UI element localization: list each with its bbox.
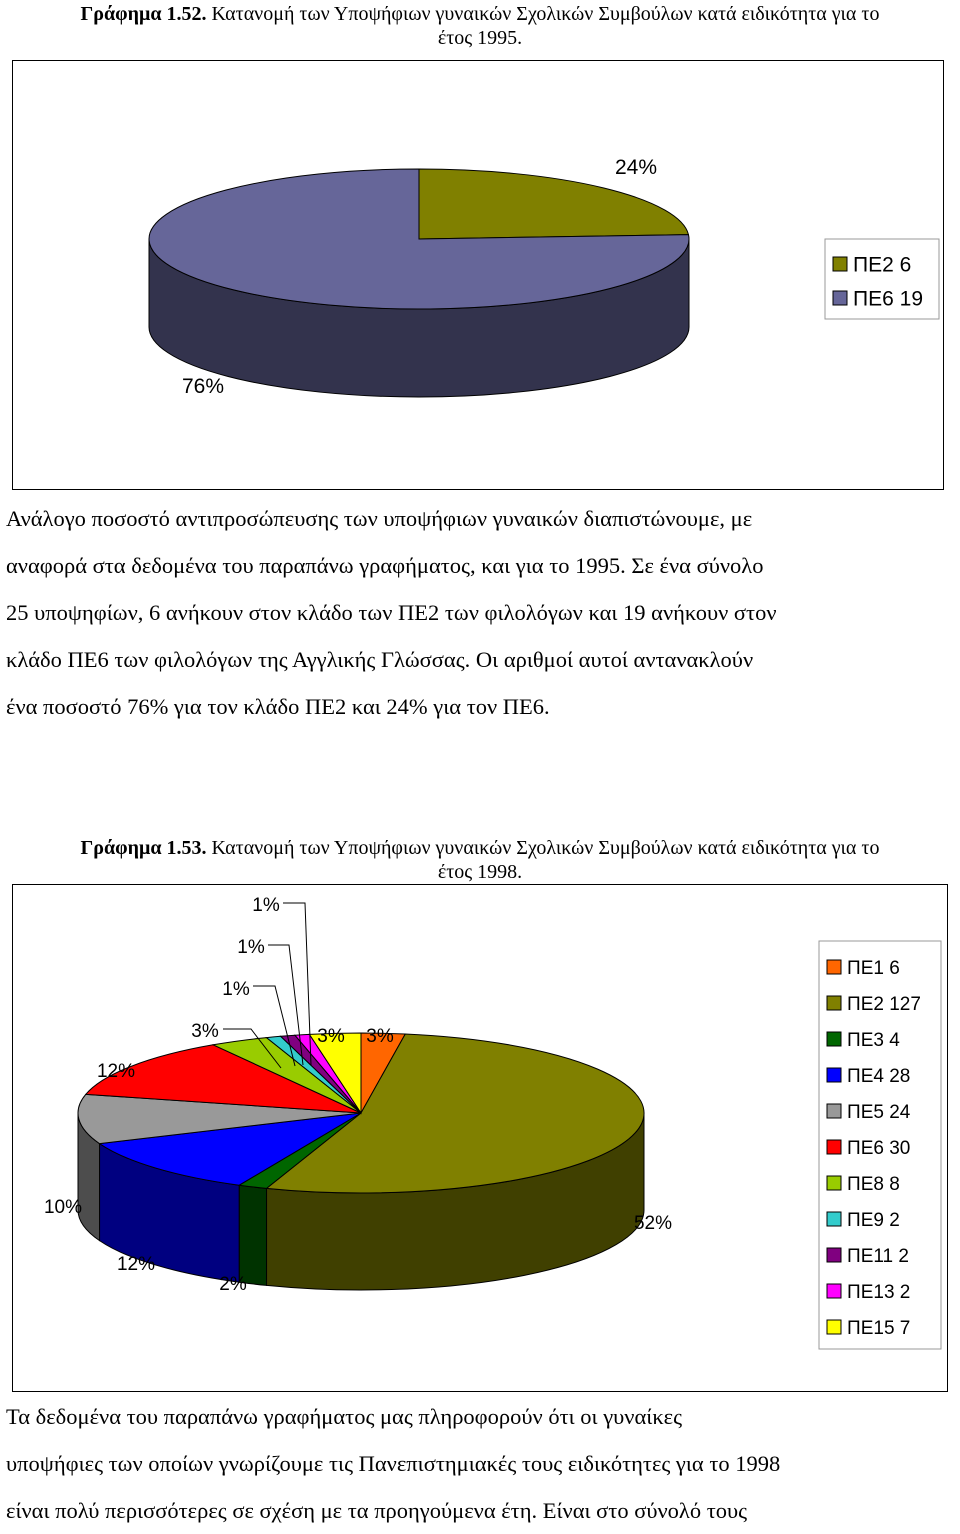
paragraph-1-line: 25 υποψηφίων, 6 ανήκουν στον κλάδο των ΠΕ2 των φιλολόγων και 19 ανήκουν στον <box>6 600 777 625</box>
legend-swatch <box>827 1248 841 1262</box>
legend-swatch <box>827 996 841 1010</box>
figure2-caption <box>0 836 960 884</box>
paragraph-2-line: Τα δεδομένα του παραπάνω γραφήματος μας πληροφορούν ότι οι γυναίκες <box>6 1404 683 1429</box>
legend-label: ΠΕ4 28 <box>847 1065 911 1087</box>
data-label: 3% <box>191 1021 219 1042</box>
data-label: 2% <box>219 1274 247 1295</box>
legend-label: ΠΕ13 2 <box>847 1281 911 1303</box>
legend-label: ΠΕ9 2 <box>847 1209 900 1231</box>
legend-label: ΠΕ11 2 <box>847 1245 909 1267</box>
legend-label: ΠΕ6 30 <box>847 1137 911 1159</box>
legend-swatch <box>827 1068 841 1082</box>
paragraph-2 <box>6 1393 956 1534</box>
data-label: 12% <box>96 1061 136 1082</box>
legend-swatch <box>833 257 847 271</box>
pie-side <box>239 1185 266 1285</box>
data-label: 52% <box>633 1213 673 1234</box>
legend-swatch <box>827 1176 841 1190</box>
legend-label: ΠΕ1 6 <box>847 957 900 979</box>
legend-swatch <box>827 1140 841 1154</box>
legend-label: ΠΕ2 6 <box>853 253 912 277</box>
figure2-caption-text: Κατανομή των Υποψήφιων γυναικών Σχολικών Συμβούλων κατά ειδικότητα για το <box>206 837 880 859</box>
legend-swatch <box>827 1032 841 1046</box>
legend-swatch <box>827 1320 841 1334</box>
figure1-caption-number: Γράφημα 1.52. <box>80 3 207 25</box>
legend-label: ΠΕ3 4 <box>847 1029 900 1051</box>
chart2-pie <box>13 885 947 1391</box>
pie-slice <box>419 169 688 239</box>
figure1-caption-line2: έτος 1995. <box>437 27 523 49</box>
legend-label: ΠΕ2 127 <box>847 993 921 1015</box>
legend-label: ΠΕ5 24 <box>847 1101 911 1123</box>
data-label: 24% <box>614 156 658 179</box>
figure1-caption-text: Κατανομή των Υποψήφιων γυναικών Σχολικών Συμβούλων κατά ειδικότητα για το <box>206 3 880 25</box>
legend-swatch <box>827 1104 841 1118</box>
legend-label: ΠΕ8 8 <box>847 1173 900 1195</box>
data-label: 3% <box>366 1026 394 1047</box>
paragraph-1-line: κλάδο ΠΕ6 των φιλολόγων της Αγγλικής Γλώσσας. Οι αριθμοί αυτοί αντανακλούν <box>6 647 754 672</box>
data-label: 76% <box>181 375 225 398</box>
legend-swatch <box>833 291 847 305</box>
legend-swatch <box>827 960 841 974</box>
paragraph-2-line: είναι πολύ περισσότερες σε σχέση με τα προηγούμενα έτη. Είναι στο σύνολό τους <box>6 1498 748 1523</box>
paragraph-1-line: αναφορά στα δεδομένα του παραπάνω γραφήματος, και για το 1995. Σε ένα σύνολο <box>6 553 764 578</box>
paragraph-1-line: ένα ποσοστό 76% για τον κλάδο ΠΕ2 και 24% για τον ΠΕ6. <box>6 694 550 719</box>
chart2-frame <box>12 884 948 1392</box>
data-label: 12% <box>116 1254 156 1275</box>
chart1-pie <box>13 61 943 489</box>
figure2-caption-number: Γράφημα 1.53. <box>80 837 207 859</box>
legend-label: ΠΕ15 7 <box>847 1317 911 1339</box>
chart1-frame <box>12 60 944 490</box>
paragraph-1-line: Ανάλογο ποσοστό αντιπροσώπευσης των υποψήφιων γυναικών διαπιστώνουμε, με <box>6 506 753 531</box>
paragraph-1 <box>6 495 956 730</box>
figure1-caption <box>0 2 960 50</box>
legend-label: ΠΕ6 19 <box>853 287 924 311</box>
legend-swatch <box>827 1284 841 1298</box>
data-label: 3% <box>317 1026 345 1047</box>
data-label: 1% <box>252 895 280 916</box>
figure2-caption-line2: έτος 1998. <box>437 861 523 883</box>
legend-swatch <box>827 1212 841 1226</box>
data-label: 1% <box>222 979 250 1000</box>
paragraph-2-line: υποψήφιες των οποίων γνωρίζουμε τις Πανεπιστημιακές τους ειδικότητες για το 1998 <box>6 1451 781 1476</box>
data-label: 1% <box>237 937 265 958</box>
data-label: 10% <box>43 1197 83 1218</box>
